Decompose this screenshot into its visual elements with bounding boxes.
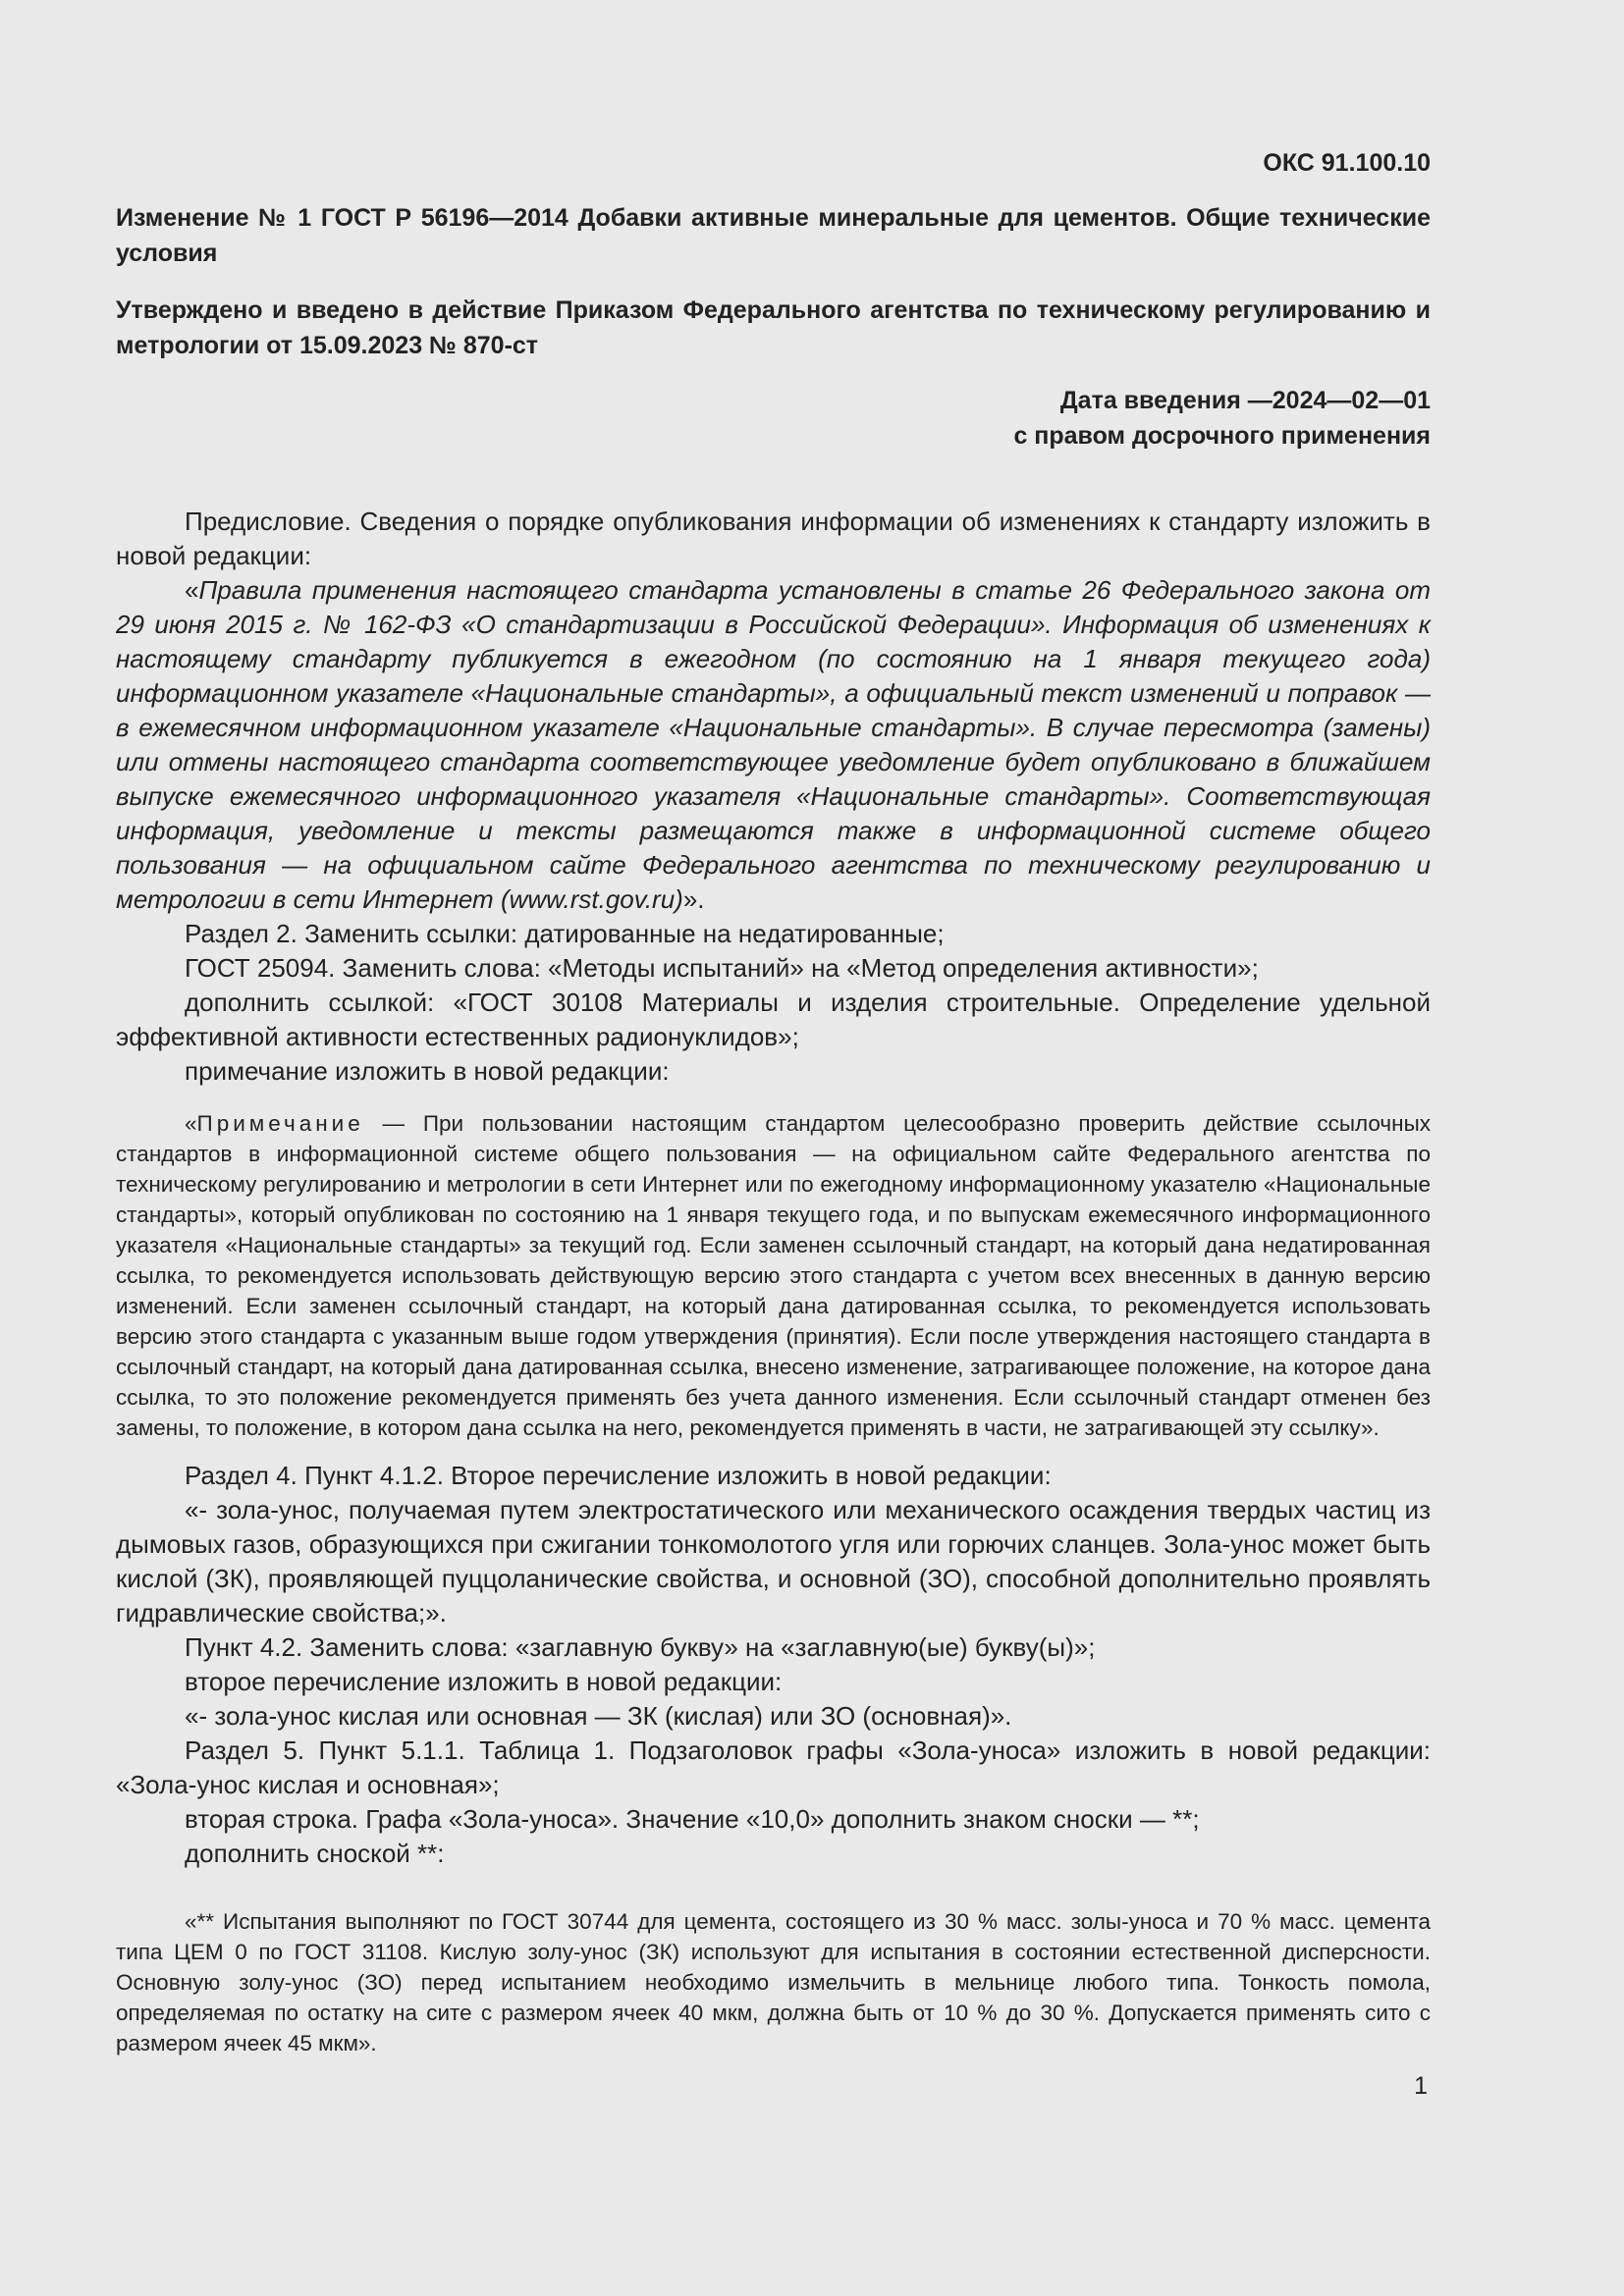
body-paragraph: Предисловие. Сведения о порядке опубликования информации об изменениях к стандарту изложить в новой редакции:: [116, 507, 1431, 570]
note-block: [116, 1108, 1431, 1443]
body-paragraph: ГОСТ 25094. Заменить слова: «Методы испытаний» на «Метод определения активности»;: [185, 953, 1259, 983]
body-paragraph: дополнить сноской **:: [185, 1839, 445, 1868]
body-paragraph: «- зола-унос кислая или основная — ЗК (кислая) или ЗО (основная)».: [185, 1701, 1012, 1731]
body-paragraph: Раздел 2. Заменить ссылки: датированные на недатированные;: [185, 919, 945, 948]
body-paragraph: вторая строка. Графа «Зола-уноса». Значение «10,0» дополнить знаком сноски — **;: [185, 1804, 1200, 1834]
amendment-title: Изменение № 1 ГОСТ Р 56196—2014 Добавки активные минеральные для цементов. Общие технические условия: [116, 204, 1431, 267]
body-paragraph: второе перечисление изложить в новой редакции:: [185, 1667, 783, 1696]
main-body: [116, 505, 1431, 1089]
effective-date: [116, 383, 1431, 454]
body-paragraph: Раздел 5. Пункт 5.1.1. Таблица 1. Подзаголовок графы «Зола-уноса» изложить в новой редакции: «Зола-унос кислая и основная»;: [116, 1735, 1431, 1799]
page-number: 1: [1414, 2072, 1428, 2100]
footnote-text: «** Испытания выполняют по ГОСТ 30744 для цемента, состоящего из 30 % масс. золы-уноса и 70 % масс. цемента типа ЦЕМ 0 по ГОСТ 31108. Кислую золу-унос (ЗК) используют для испытания в состоянии естественной дисперсности. Основную золу-унос (ЗО) перед испытанием необходимо измельчить в мельнице любого типа. Тонкость помола, определяемая по остатку на сите с размером ячеек 40 мкм, должна быть от 10 % до 30 %. Допускается применять сито с размером ячеек 45 мкм».: [116, 1909, 1431, 2056]
quoted-italic-text: Правила применения настоящего стандарта установлены в статье 26 Федерального закона от 29 июня 2015 г. № 162-ФЗ «О стандартизации в Российской Федерации». Информация об изменениях к настоящему стандарту публикуется в ежегодном (по состоянию на 1 января текущего года) информационном указателе «Национальные стандарты», а официальный текст изменений и поправок — в ежемесячном информационном указателе «Национальные стандарты». В случае пересмотра (замены) или отмены настоящего стандарта соответствующее уведомление будет опубликовано в ближайшем выпуске ежемесячного информационного указателя «Национальные стандарты». Соответствующая информация, уведомление и тексты размещаются также в информационной системе общего пользования — на официальном сайте Федерального агентства по техническому регулированию и метрологии в сети Интернет (www.rst.gov.ru): [116, 575, 1431, 914]
effective-date-line: Дата введения —2024—02—01: [1059, 387, 1431, 414]
body-paragraph: «- зола-унос, получаемая путем электростатического или механического осаждения твердых частиц из дымовых газов, образующихся при сжигании тонкомолотого угля или горючих сланцев. Зола-унос может быть кислой (ЗК), проявляющей пуццоланические свойства, и основной (ЗО), способной дополнительно проявлять гидравлические свойства;».: [116, 1495, 1431, 1628]
footnote-block: [116, 1906, 1431, 2058]
oks-code: ОКС 91.100.10: [1263, 149, 1431, 177]
body-paragraph: дополнить ссылкой: «ГОСТ 30108 Материалы и изделия строительные. Определение удельной эффективной активности естественных радионуклидов»;: [116, 988, 1431, 1051]
body-paragraph: примечание изложить в новой редакции:: [185, 1056, 670, 1086]
approval-statement: Утверждено и введено в действие Приказом Федерального агентства по техническому регулированию и метрологии от 15.09.2023 № 870-ст: [116, 296, 1431, 359]
document-content: [116, 145, 1431, 2058]
body-paragraph: Пункт 4.2. Заменить слова: «заглавную букву» на «заглавную(ые) букву(ы)»;: [185, 1632, 1096, 1662]
body-paragraph-quote: «Правила применения настоящего стандарта установлены в статье 26 Федерального закона от 29 июня 2015 г. № 162-ФЗ «О стандартизации в Российской Федерации». Информация об изменениях к настоящему стандарту публикуется в ежегодном (по состоянию на 1 января текущего года) информационном указателе «Национальные стандарты», а официальный текст изменений и поправок — в ежемесячном информационном указателе «Национальные стандарты». В случае пересмотра (замены) или отмены настоящего стандарта соответствующее уведомление будет опубликовано в ближайшем выпуске ежемесячного информационного указателя «Национальные стандарты». Соответствующая информация, уведомление и тексты размещаются также в информационной системе общего пользования — на официальном сайте Федерального агентства по техническому регулированию и метрологии в сети Интернет (www.rst.gov.ru)».: [116, 575, 1431, 914]
note-text: — При пользовании настоящим стандартом целесообразно проверить действие ссылочных стандартов в информационной системе общего пользования — на официальном сайте Федерального агентства по техническому регулированию и метрологии в сети Интернет или по ежегодному информационному указателю «Национальные стандарты», который опубликован по состоянию на 1 января текущего года, и по выпускам ежемесячного информационного указателя «Национальные стандарты» за текущий год. Если заменен ссылочный стандарт, на который дана недатированная ссылка, то рекомендуется использовать действующую версию этого стандарта с учетом всех внесенных в данную версию изменений. Если заменен ссылочный стандарт, на который дана датированная ссылка, то рекомендуется использовать версию этого стандарта с указанным выше годом утверждения (принятия). Если после утверждения настоящего стандарта в ссылочный стандарт, на который дана датированная ссылка, внесено изменение, затрагивающее положение, на которое дана ссылка, то это положение рекомендуется применять без учета данного изменения. Если ссылочный стандарт отменен без замены, то положение, в котором дана ссылка на него, рекомендуется применять в части, не затрагивающей эту ссылку».: [116, 1111, 1431, 1440]
note-paragraph: «Примечание — При пользовании настоящим стандартом целесообразно проверить действие ссылочных стандартов в информационной системе общего пользования — на официальном сайте Федерального агентства по техническому регулированию и метрологии в сети Интернет или по ежегодному информационному указателю «Национальные стандарты», который опубликован по состоянию на 1 января текущего года, и по выпускам ежемесячного информационного указателя «Национальные стандарты» за текущий год. Если заменен ссылочный стандарт, на который дана недатированная ссылка, то рекомендуется использовать действующую версию этого стандарта с учетом всех внесенных в данную версию изменений. Если заменен ссылочный стандарт, на который дана датированная ссылка, то рекомендуется использовать версию этого стандарта с указанным выше годом утверждения (принятия). Если после утверждения настоящего стандарта в ссылочный стандарт, на который дана датированная ссылка, внесено изменение, затрагивающее положение, на которое дана ссылка, то это положение рекомендуется применять без учета данного изменения. Если ссылочный стандарт отменен без замены, то положение, в котором дана ссылка на него, рекомендуется применять в части, не затрагивающей эту ссылку».: [116, 1111, 1431, 1440]
note-label: Примечание: [196, 1111, 364, 1136]
main-body-continued: [116, 1459, 1431, 1871]
body-paragraph: Раздел 4. Пункт 4.1.2. Второе перечисление изложить в новой редакции:: [185, 1461, 1052, 1490]
early-application-line: с правом досрочного применения: [1013, 422, 1431, 450]
